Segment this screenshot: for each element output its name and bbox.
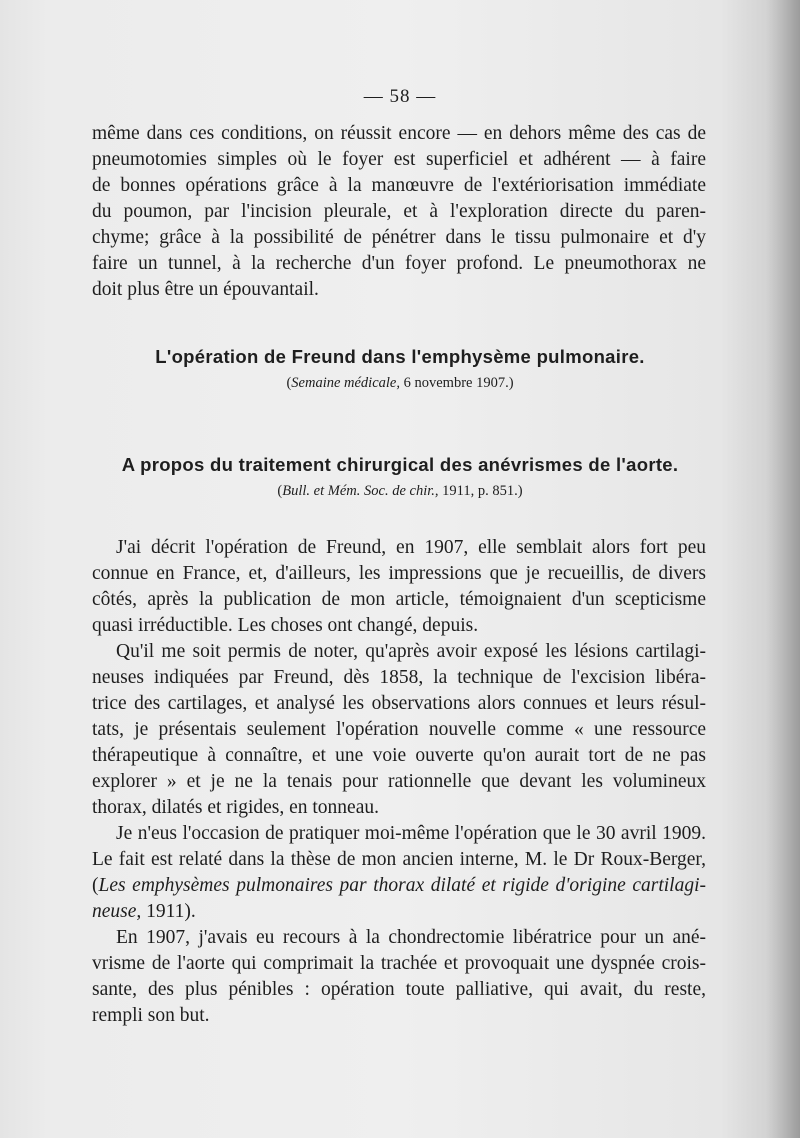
body-line: thérapeutique à connaître, et une voie ouverte qu'on aurait tort de ne pas xyxy=(92,745,706,766)
intro-line: chyme; grâce à la possibilité de pénétrer dans le tissu pulmonaire et d'y xyxy=(92,227,706,248)
page-number: — 58 — xyxy=(363,86,437,107)
intro-paragraph xyxy=(92,121,706,303)
intro-line: de bonnes opérations grâce à la manœuvre de l'extériorisation immédiate xyxy=(92,175,706,196)
section-citation-aorte: (Bull. et Mém. Soc. de chir., 1911, p. 851.) xyxy=(277,483,523,499)
body-line: J'ai décrit l'opération de Freund, en 1907, elle semblait alors fort peu xyxy=(116,537,706,558)
body-line: côtés, après la publication de mon article, témoignaient d'un scepticisme xyxy=(92,589,706,610)
body-line: Qu'il me soit permis de noter, qu'après avoir exposé les lésions cartilagi- xyxy=(116,641,706,662)
body-line: Le fait est relaté dans la thèse de mon ancien interne, M. le Dr Roux-Berger, xyxy=(92,849,706,870)
citation-journal: Bull. et Mém. Soc. de chir., xyxy=(282,483,439,499)
body-line: (Les emphysèmes pulmonaires par thorax dilaté et rigide d'origine cartilagi- xyxy=(92,875,706,896)
body-line: explorer » et je ne la tenais pour rationnelle que devant les volumineux xyxy=(92,771,706,792)
body-paragraph-3 xyxy=(92,821,706,925)
body-paragraph-1 xyxy=(92,535,706,639)
body-line: quasi irréductible. Les choses ont changé, depuis. xyxy=(92,615,479,636)
body-line: trice des cartilages, et analysé les observations alors connues et leurs résul- xyxy=(92,693,706,714)
body-paragraph-2 xyxy=(92,639,706,821)
intro-line: même dans ces conditions, on réussit encore — en dehors même des cas de xyxy=(92,123,706,144)
body-line: En 1907, j'avais eu recours à la chondrectomie libératrice pour un ané- xyxy=(116,927,706,948)
body-paragraph-4 xyxy=(92,925,706,1029)
body-line: thorax, dilatés et rigides, en tonneau. xyxy=(92,797,379,818)
body-line: neuse, 1911). xyxy=(92,901,196,922)
body-line: rempli son but. xyxy=(92,1005,210,1026)
section-title-aorte: A propos du traitement chirurgical des anévrismes de l'aorte. xyxy=(121,454,679,475)
intro-line: doit plus être un épouvantail. xyxy=(92,279,319,300)
intro-line: faire un tunnel, à la recherche d'un foyer profond. Le pneumothorax ne xyxy=(92,253,706,274)
citation-journal: Semaine médicale, xyxy=(291,375,400,391)
body-line: connue en France, et, d'ailleurs, les impressions que je recueillis, de divers xyxy=(92,563,706,584)
section-citation-freund: (Semaine médicale, 6 novembre 1907.) xyxy=(286,375,514,391)
body-line: sante, des plus pénibles : opération toute palliative, qui avait, du reste, xyxy=(92,979,706,1000)
intro-line: du poumon, par l'incision pleurale, et à l'exploration directe du paren- xyxy=(92,201,706,222)
body-line: neuses indiquées par Freund, dès 1858, la technique de l'excision libéra- xyxy=(92,667,706,688)
binding-shadow xyxy=(766,0,800,1138)
intro-line: pneumotomies simples où le foyer est superficiel et adhérent — à faire xyxy=(92,149,706,170)
body-line: tats, je présentais seulement l'opération nouvelle comme « une ressource xyxy=(92,719,706,740)
section-title-freund: L'opération de Freund dans l'emphysème pulmonaire. xyxy=(155,346,645,367)
body-line: Je n'eus l'occasion de pratiquer moi-même l'opération que le 30 avril 1909. xyxy=(116,823,706,844)
body-line: vrisme de l'aorte qui comprimait la trachée et provoquait une dyspnée crois- xyxy=(92,953,706,974)
